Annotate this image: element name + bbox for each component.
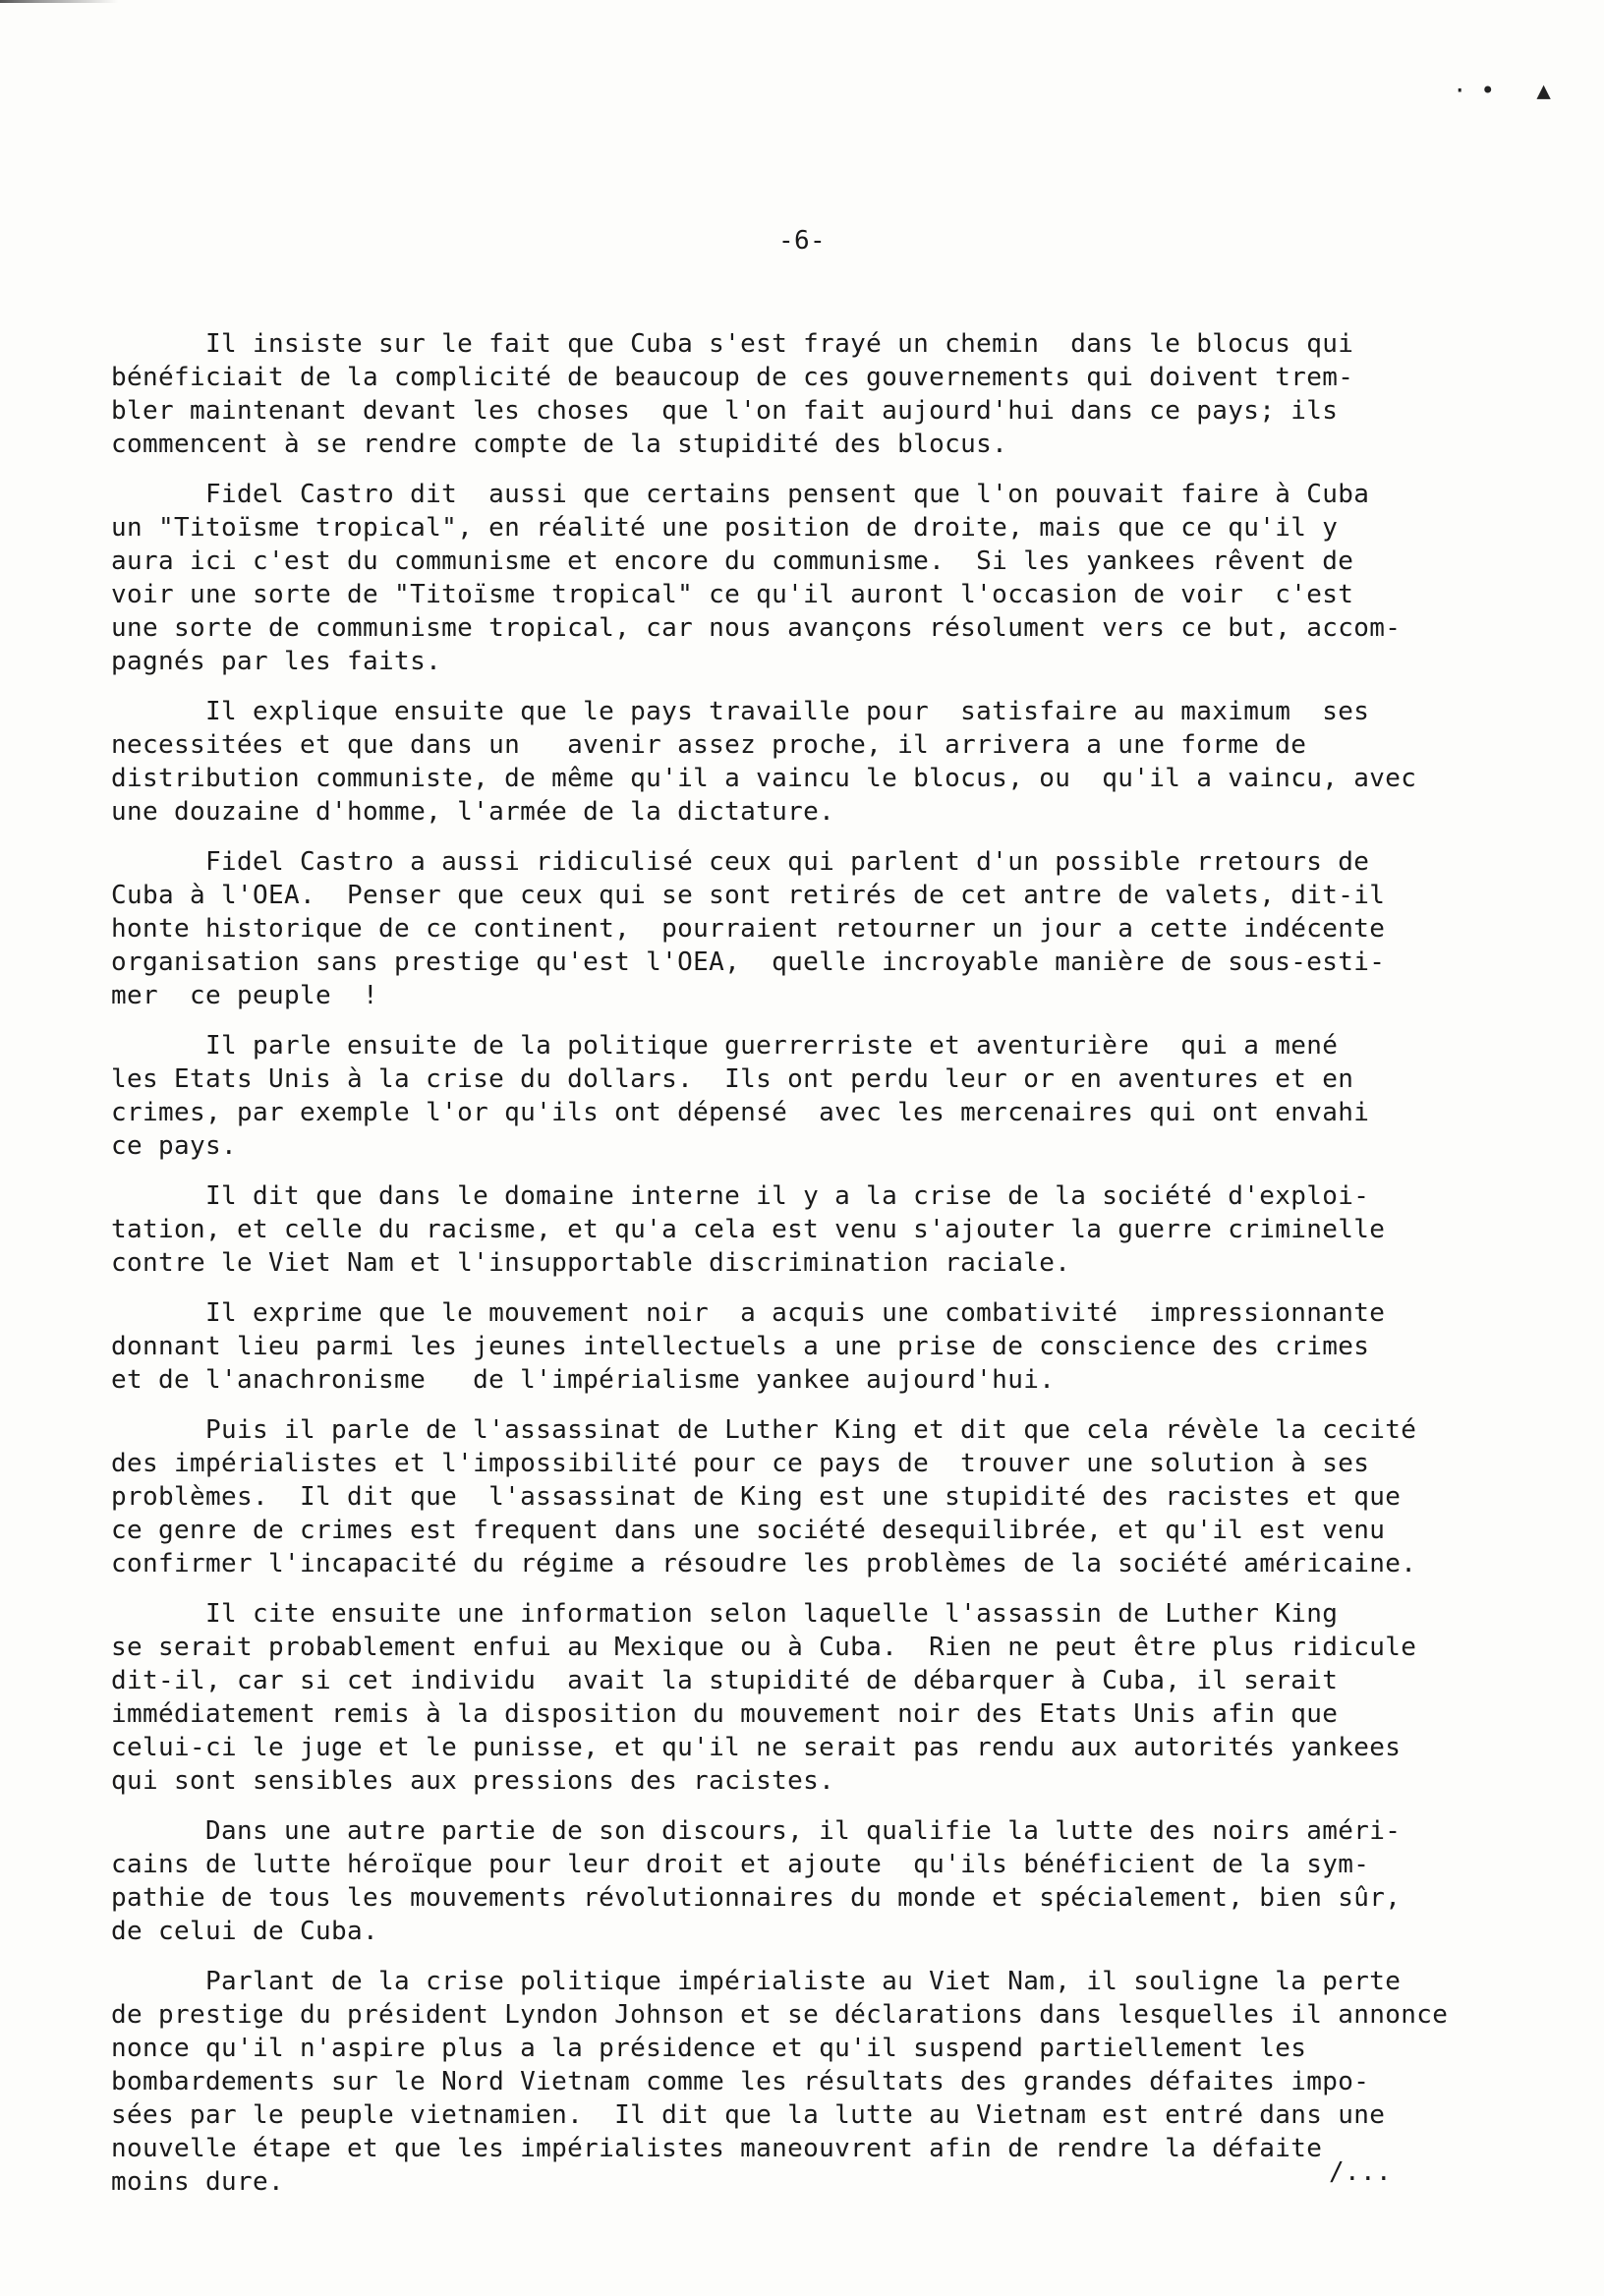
text-line: distribution communiste, de même qu'il a vaincu le blocus, ou qu'il a vaincu, avec (111, 764, 1417, 793)
text-line: Il insiste sur le fait que Cuba s'est frayé un chemin dans le blocus qui (111, 329, 1354, 359)
text-line: problèmes. Il dit que l'assassinat de King est une stupidité des racistes et que (111, 1482, 1402, 1512)
text-line: confirmer l'incapacité du régime a résoudre les problèmes de la société américaine. (111, 1549, 1417, 1578)
paragraph (111, 1814, 1556, 1948)
text-line: Il dit que dans le domaine interne il y a la crise de la société d'exploi- (111, 1181, 1370, 1211)
text-line: honte historique de ce continent, pourraient retourner un jour a cette indécente (111, 914, 1386, 944)
text-line: donnant lieu parmi les jeunes intellectuels a une prise de conscience des crimes (111, 1332, 1370, 1361)
text-line: commencent à se rendre compte de la stupidité des blocus. (111, 430, 1008, 459)
text-line: un "Titoïsme tropical", en réalité une position de droite, mais que ce qu'il y (111, 513, 1339, 543)
text-line: Il cite ensuite une information selon laquelle l'assassin de Luther King (111, 1599, 1339, 1629)
text-line: nouvelle étape et que les impérialistes maneouvrent afin de rendre la défaite (111, 2134, 1323, 2163)
text-line: aura ici c'est du communisme et encore du communisme. Si les yankees rêvent de (111, 546, 1354, 576)
text-line: pathie de tous les mouvements révolutionnaires du monde et spécialement, bien sûr, (111, 1883, 1402, 1913)
body-text (111, 327, 1556, 2215)
text-line: ce pays. (111, 1131, 238, 1161)
paragraph (111, 1179, 1556, 1280)
text-line: Puis il parle de l'assassinat de Luther King et dit que cela révèle la cecité (111, 1415, 1417, 1445)
text-line: pagnés par les faits. (111, 647, 442, 676)
text-line: Dans une autre partie de son discours, il qualifie la lutte des noirs améri- (111, 1816, 1402, 1846)
text-line: Fidel Castro dit aussi que certains pensent que l'on pouvait faire à Cuba (111, 480, 1370, 509)
text-line: et de l'anachronisme de l'impérialisme yankee aujourd'hui. (111, 1365, 1056, 1395)
text-line: qui sont sensibles aux pressions des racistes. (111, 1766, 835, 1796)
text-line: dit-il, car si cet individu avait la stupidité de débarquer à Cuba, il serait (111, 1666, 1339, 1695)
text-line: sées par le peuple vietnamien. Il dit que la lutte au Vietnam est entré dans une (111, 2100, 1386, 2130)
text-line: Il explique ensuite que le pays travaille pour satisfaire au maximum ses (111, 697, 1370, 726)
text-line: immédiatement remis à la disposition du mouvement noir des Etats Unis afin que (111, 1699, 1339, 1729)
text-line: cains de lutte héroïque pour leur droit et ajoute qu'ils bénéficient de la sym- (111, 1850, 1370, 1879)
text-line: se serait probablement enfui au Mexique ou à Cuba. Rien ne peut être plus ridicule (111, 1633, 1417, 1662)
paragraph (111, 1029, 1556, 1163)
text-line: celui-ci le juge et le punisse, et qu'il ne serait pas rendu aux autorités yankees (111, 1733, 1402, 1762)
paragraph (111, 1597, 1556, 1798)
text-line: nonce qu'il n'aspire plus a la présidence et qu'il suspend partiellement les (111, 2034, 1307, 2063)
text-line: tation, et celle du racisme, et qu'a cela est venu s'ajouter la guerre criminelle (111, 1215, 1386, 1244)
text-line: les Etats Unis à la crise du dollars. Ils ont perdu leur or en aventures et en (111, 1064, 1354, 1094)
text-line: organisation sans prestige qu'est l'OEA, quelle incroyable manière de sous-esti- (111, 947, 1386, 977)
text-line: de celui de Cuba. (111, 1917, 379, 1946)
text-line: une douzaine d'homme, l'armée de la dictature. (111, 797, 835, 827)
text-line: contre le Viet Nam et l'insupportable discrimination raciale. (111, 1248, 1071, 1278)
paragraph (111, 1413, 1556, 1580)
scan-edge-shadow (0, 0, 1604, 3)
paragraph (111, 1296, 1556, 1397)
text-line: moins dure. (111, 2167, 285, 2197)
corner-ink-marks: ·• ▲ (1453, 77, 1565, 104)
paragraph (111, 327, 1556, 461)
paragraph (111, 478, 1556, 678)
text-line: Fidel Castro a aussi ridiculisé ceux qui parlent d'un possible rretours de (111, 847, 1370, 877)
text-line: necessitées et que dans un avenir assez proche, il arrivera a une forme de (111, 730, 1307, 760)
paragraph (111, 845, 1556, 1012)
text-line: crimes, par exemple l'or qu'ils ont dépensé avec les mercenaires qui ont envahi (111, 1098, 1370, 1127)
text-line: ce genre de crimes est frequent dans une société desequilibrée, et qu'il est venu (111, 1516, 1386, 1545)
text-line: bler maintenant devant les choses que l'on fait aujourd'hui dans ce pays; ils (111, 396, 1339, 426)
text-line: bombardements sur le Nord Vietnam comme les résultats des grandes défaites impo- (111, 2067, 1370, 2096)
text-line: de prestige du président Lyndon Johnson et se déclarations dans lesquelles il annonce (111, 2000, 1449, 2030)
text-line: voir une sorte de "Titoïsme tropical" ce qu'il auront l'occasion de voir c'est (111, 580, 1354, 609)
text-line: Cuba à l'OEA. Penser que ceux qui se sont retirés de cet antre de valets, dit-il (111, 881, 1386, 910)
text-line: Parlant de la crise politique impérialiste au Viet Nam, il souligne la perte (111, 1967, 1402, 1996)
text-line: une sorte de communisme tropical, car nous avançons résolument vers ce but, accom- (111, 613, 1402, 643)
page-number: -6- (777, 226, 826, 256)
text-line: mer ce peuple ! (111, 981, 379, 1010)
continuation-mark: /... (1329, 2157, 1393, 2187)
text-line: Il exprime que le mouvement noir a acquis une combativité impressionnante (111, 1298, 1386, 1328)
text-line: des impérialistes et l'impossibilité pour ce pays de trouver une solution à ses (111, 1449, 1370, 1478)
text-line: bénéficiait de la complicité de beaucoup de ces gouvernements qui doivent trem- (111, 363, 1354, 392)
paragraph (111, 695, 1556, 829)
text-line: Il parle ensuite de la politique guerrerriste et aventurière qui a mené (111, 1031, 1339, 1061)
